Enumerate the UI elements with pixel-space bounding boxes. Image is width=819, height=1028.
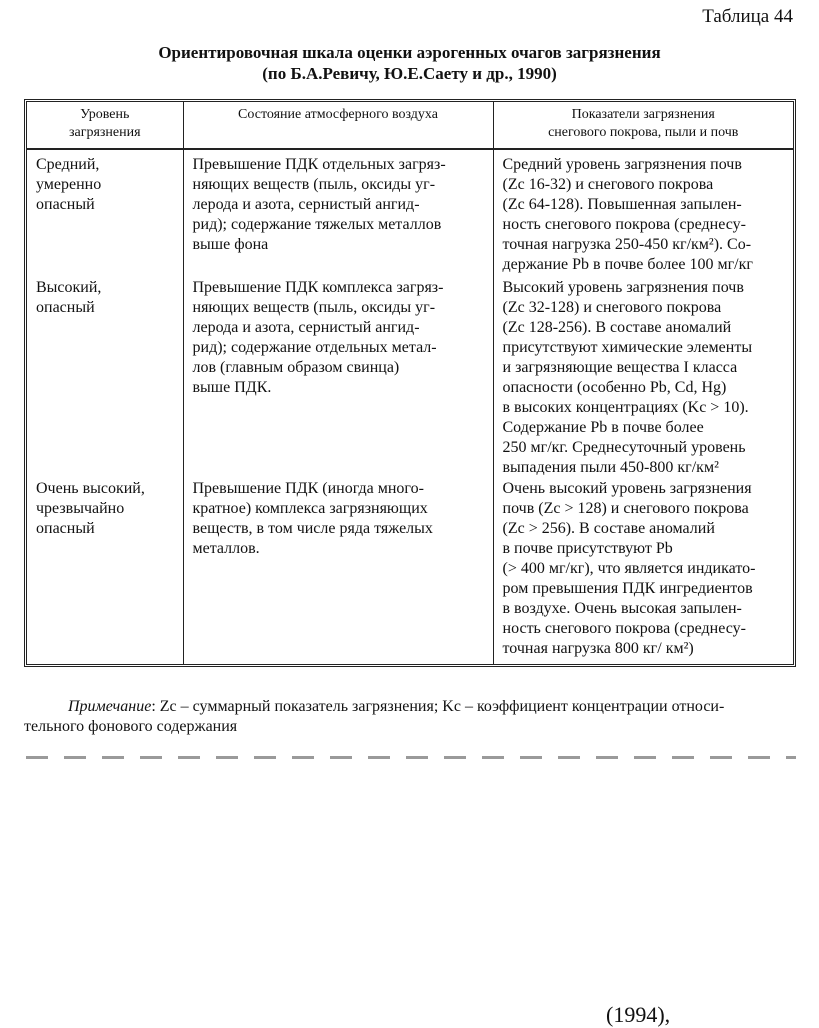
cell-line: Состояние атмосферного воздуха — [238, 107, 438, 122]
table-frame — [24, 99, 796, 667]
cell-line: (Zc 16-32) и снегового покрова — [502, 176, 714, 193]
cell-line: рид); содержание тяжелых металлов — [192, 216, 442, 233]
cell-line: чрезвычайно — [36, 500, 125, 517]
cell-snow — [493, 149, 793, 278]
cell-line: (Zc 64-128). Повышенная запылен- — [502, 196, 742, 213]
cell-line: опасный — [36, 196, 95, 213]
cell-line: Средний уровень загрязнения почв — [502, 156, 742, 173]
cell-line: Превышение ПДК отдельных загряз- — [192, 156, 446, 173]
cell-line: Средний, — [36, 156, 100, 173]
cell-line: опасности (особенно Pb, Cd, Hg) — [502, 379, 727, 396]
cell-line: Уровень — [80, 107, 130, 122]
cell-line: рид); содержание отдельных метал- — [192, 339, 437, 356]
cell-line: держание Pb в почве более 100 мг/кг — [502, 256, 753, 273]
cell-line: снегового покрова, пыли и почв — [548, 125, 739, 140]
cell-line: (Zc 128-256). В составе аномалий — [502, 319, 732, 336]
cell-line: Содержание Pb в почве более — [502, 419, 704, 436]
header-snow — [493, 102, 793, 149]
table-number: Таблица 44 — [702, 6, 793, 27]
pollution-scale-table — [27, 102, 793, 664]
cell-line: выпадения пыли 450-800 кг/км² — [502, 459, 719, 476]
cell-line: (Zc > 256). В составе аномалий — [502, 520, 715, 537]
cell-line: Показатели загрязнения — [571, 107, 715, 122]
cell-line: присутствуют химические элементы — [502, 339, 753, 356]
cell-line: лов (главным образом свинца) — [192, 359, 400, 376]
cell-line: точная нагрузка 800 кг/ км²) — [502, 640, 694, 657]
cell-line: и загрязняющие вещества I класса — [502, 359, 738, 376]
table-title-line-2: (по Б.А.Ревичу, Ю.Е.Саету и др., 1990) — [262, 64, 557, 83]
cell-line: выше фона — [192, 236, 269, 253]
cell-line: няющих веществ (пыль, оксиды уг- — [192, 299, 436, 316]
cell-line: веществ, в том числе ряда тяжелых — [192, 520, 433, 537]
cell-line: загрязнения — [68, 125, 141, 140]
cell-line: Высокий уровень загрязнения почв — [502, 279, 744, 296]
cell-line: няющих веществ (пыль, оксиды уг- — [192, 176, 436, 193]
cell-line: умеренно — [36, 176, 102, 193]
header-air — [183, 102, 493, 149]
cell-line: лерода и азота, сернистый ангид- — [192, 319, 420, 336]
note-text-1: : Zc – суммарный показатель загрязнения; Kc – коэффициент концентрации относи- — [151, 698, 725, 715]
table-note — [24, 697, 804, 737]
table-title — [0, 42, 819, 84]
table-row — [27, 149, 793, 278]
header-row — [27, 102, 793, 149]
scan-dash-divider — [26, 756, 796, 759]
cell-line: в высоких концентрациях (Kc > 10). — [502, 399, 749, 416]
cell-snow — [493, 479, 793, 664]
footer-fragment: (1994), — [606, 1002, 671, 1027]
cell-line: кратное) комплекса загрязняющих — [192, 500, 428, 517]
cell-line: (> 400 мг/кг), что является индикато- — [502, 560, 756, 577]
table-row — [27, 278, 793, 479]
cell-air — [183, 479, 493, 664]
cell-line: почв (Zc > 128) и снегового покрова — [502, 500, 749, 517]
cell-line: ность снегового покрова (среднесу- — [502, 620, 746, 637]
cell-air — [183, 278, 493, 479]
cell-line: ром превышения ПДК ингредиентов — [502, 580, 753, 597]
cell-line: Превышение ПДК (иногда много- — [192, 480, 424, 497]
cell-level — [27, 278, 183, 479]
cell-line: Превышение ПДК комплекса загряз- — [192, 279, 444, 296]
cell-line: металлов. — [192, 540, 260, 557]
cell-line: Очень высокий, — [36, 480, 145, 497]
table-row — [27, 479, 793, 664]
note-text-2: тельного фонового содержания — [24, 718, 238, 735]
cell-line: лерода и азота, сернистый ангид- — [192, 196, 420, 213]
cell-snow — [493, 278, 793, 479]
cell-line: в почве присутствуют Pb — [502, 540, 673, 557]
cell-line: 250 мг/кг. Среднесуточный уровень — [502, 439, 746, 456]
table-title-line-1: Ориентировочная шкала оценки аэрогенных очагов загрязнения — [158, 43, 661, 62]
cell-line: Очень высокий уровень загрязнения — [502, 480, 752, 497]
note-label: Примечание — [68, 698, 152, 715]
cell-line: точная нагрузка 250-450 кг/км²). Со- — [502, 236, 752, 253]
header-level — [27, 102, 183, 149]
cell-line: ность снегового покрова (среднесу- — [502, 216, 746, 233]
cell-level — [27, 479, 183, 664]
cell-line: опасный — [36, 520, 95, 537]
cell-level — [27, 149, 183, 278]
cell-line: (Zc 32-128) и снегового покрова — [502, 299, 722, 316]
cell-line: выше ПДК. — [192, 379, 272, 396]
cell-line: Высокий, — [36, 279, 102, 296]
cell-air — [183, 149, 493, 278]
cell-line: опасный — [36, 299, 95, 316]
cell-line: в воздухе. Очень высокая запылен- — [502, 600, 742, 617]
